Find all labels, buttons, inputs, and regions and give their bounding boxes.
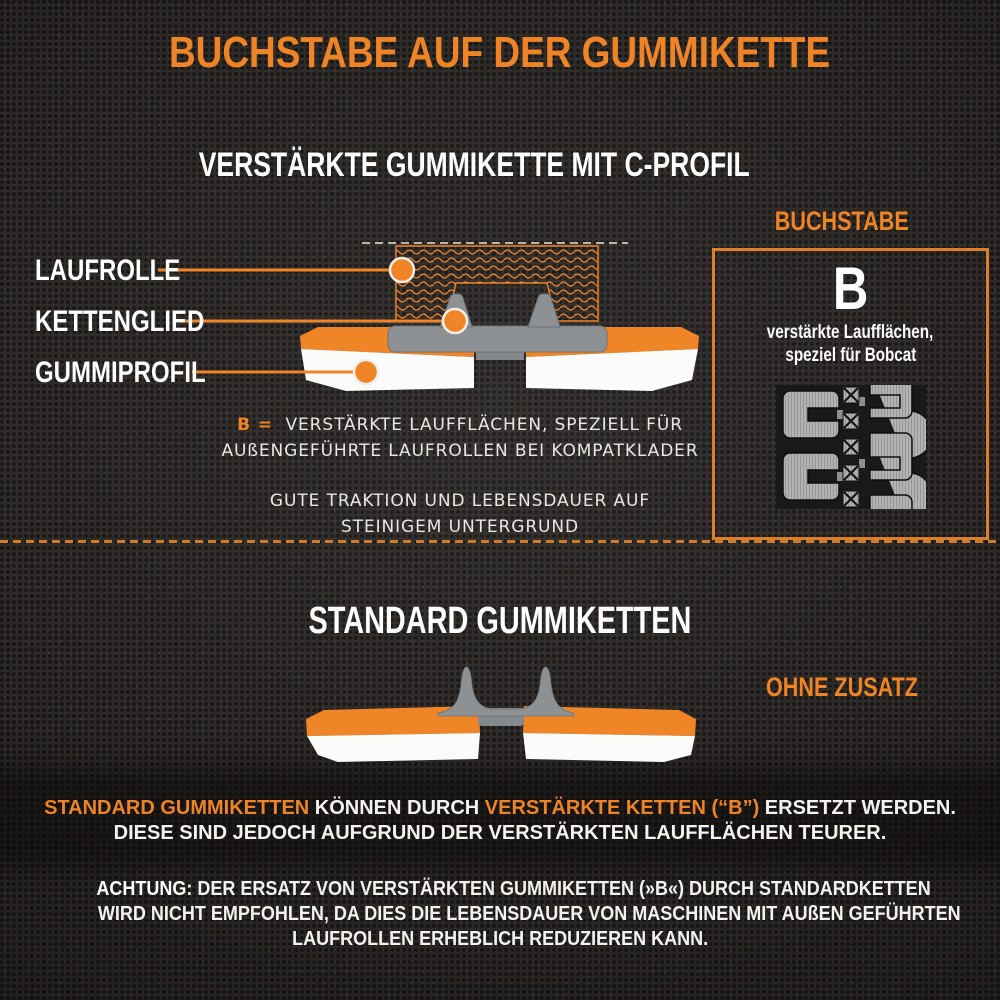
replace-note-line2: DIESE SIND JEDOCH AUFGRUND DER VERSTÄRKTEN LAUFFLÄCHEN TEURER. bbox=[113, 822, 887, 844]
section-divider bbox=[0, 540, 1000, 543]
letter-b: B bbox=[832, 255, 869, 322]
chain-link-plate bbox=[388, 326, 607, 352]
standard-track-diagram bbox=[306, 667, 696, 762]
std-block-right-orange bbox=[523, 706, 696, 736]
buchstabe-heading: BUCHSTABE bbox=[775, 206, 909, 236]
label-kettenglied: KETTENGLIED bbox=[35, 305, 205, 338]
replace-note bbox=[0, 796, 1000, 846]
std-link-lower-tab bbox=[478, 708, 524, 726]
b-definition-line1: B = VERSTÄRKTE LAUFFLÄCHEN, SPEZIELL FÜR bbox=[237, 415, 683, 435]
b-prefix: B = bbox=[237, 415, 273, 435]
rubber-block-left-orange bbox=[300, 327, 474, 357]
replace-note-line1: STANDARD GUMMIKETTEN KÖNNEN DURCH VERSTÄRKTE KETTEN (“B”) ERSETZT WERDEN. bbox=[44, 797, 956, 819]
warning-line3: LAUFROLLEN ERHEBLICH REDUZIEREN KANN. bbox=[292, 928, 708, 950]
page-title-text: BUCHSTABE AUF DER GUMMIKETTE bbox=[169, 28, 831, 77]
track-tread-photo bbox=[776, 385, 926, 509]
gummiprofil-connector-dot bbox=[354, 360, 378, 384]
rubber-block-right-white bbox=[526, 349, 698, 391]
benefit-text: GUTE TRAKTION UND LEBENSDAUER AUF STEINIGEM UNTERGRUND bbox=[269, 491, 651, 537]
std-chain-link-horns bbox=[438, 667, 574, 716]
standard-section-heading: STANDARD GUMMIKETTEN bbox=[308, 600, 692, 642]
label-laufrolle: LAUFROLLE bbox=[35, 254, 181, 287]
b-definition-line2: AUßENGEFÜHRTE LAUFROLLEN BEI KOMPATKLADER bbox=[221, 441, 699, 461]
panel-description: verstärkte Laufflächen, speziel für Bobcat bbox=[767, 322, 934, 366]
rubber-block-right-orange bbox=[526, 327, 699, 357]
page-title bbox=[0, 28, 1000, 78]
chain-link-lug-right bbox=[528, 294, 560, 327]
buchstabe-panel bbox=[712, 248, 989, 540]
laufrolle-connector-dot bbox=[390, 258, 414, 282]
roller-contact-hatch bbox=[396, 246, 598, 321]
kettenglied-connector-dot bbox=[443, 309, 467, 333]
std-block-left-white bbox=[307, 733, 480, 762]
std-block-left-orange bbox=[306, 706, 480, 736]
warning-line1: ACHTUNG: DER ERSATZ VON VERSTÄRKTEN GUMMIKETTEN (»B«) DURCH STANDARDKETTEN bbox=[96, 878, 931, 900]
chain-link-lower-tab bbox=[476, 346, 524, 360]
warning-note bbox=[50, 877, 961, 952]
ohne-zusatz-tag: OHNE ZUSATZ bbox=[766, 672, 918, 702]
rubber-block-left-white bbox=[301, 349, 474, 391]
std-block-right-white bbox=[523, 733, 695, 762]
warning-line2: WIRD NICHT EMPFOHLEN, DA DIES DIE LEBENSDAUER VON MASCHINEN MIT AUßEN GEFÜHRTEN bbox=[97, 903, 961, 925]
label-gummiprofil: GUMMIPROFIL bbox=[35, 356, 206, 389]
chain-link-lug-left bbox=[440, 294, 472, 327]
reinforced-section-heading: VERSTÄRKTE GUMMIKETTE MIT C-PROFIL bbox=[198, 146, 750, 184]
